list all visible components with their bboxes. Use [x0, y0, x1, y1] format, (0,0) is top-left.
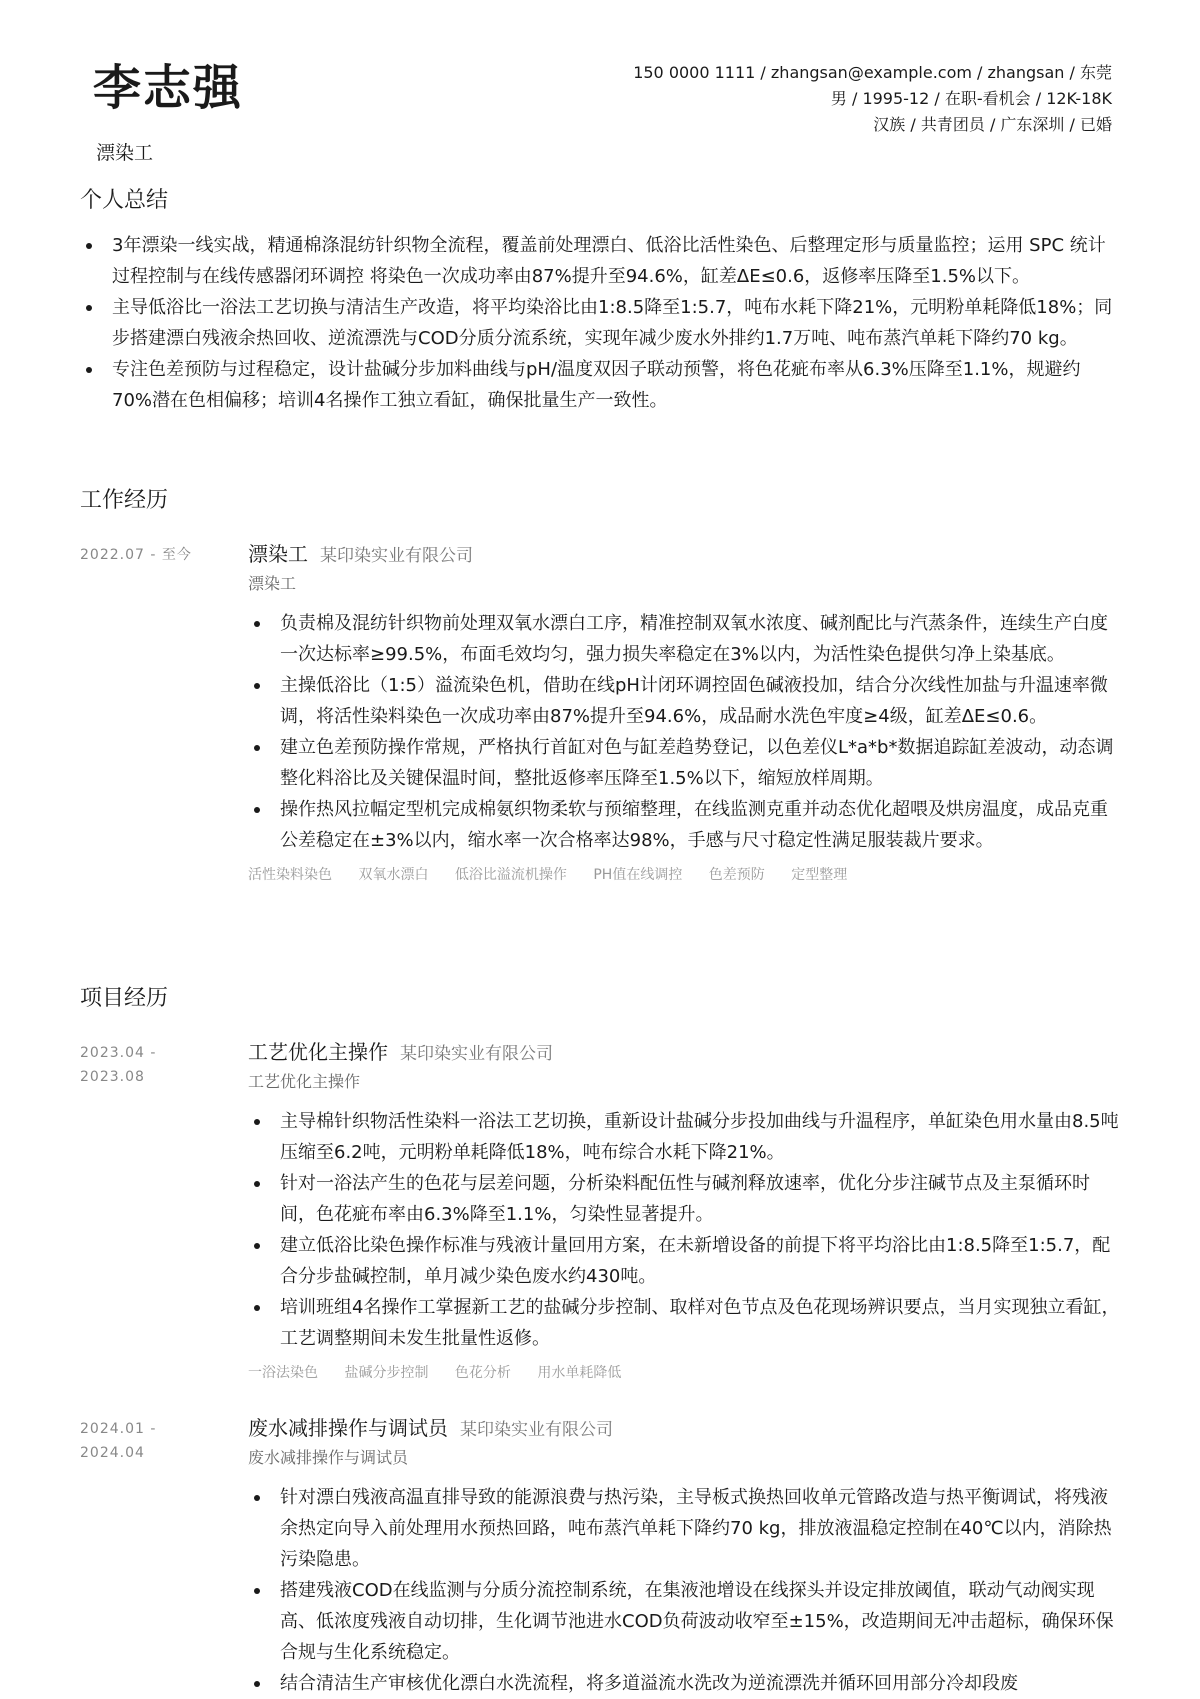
- entry-subrole: 废水减排操作与调试员: [248, 1448, 409, 1467]
- entry-company: 某印染实业有限公司: [460, 1420, 613, 1440]
- entry-item: 主操低浴比（1:5）溢流染色机，借助在线pH计闭环调控固色碱液投加，结合分次线性加盐与升温速率微调，将活性染料染色一次成功率由87%提升至94.6%，成品耐水洗色牢度≥4级，缸差ΔE≤0.6。: [248, 670, 1120, 732]
- skill-tag: 定型整理: [791, 867, 848, 883]
- entry-date: 2023.04 - 2023.08: [80, 1045, 157, 1085]
- summary-section: [80, 187, 1120, 416]
- entry-item: 主导棉针织物活性染料一浴法工艺切换，重新设计盐碱分步投加曲线与升温程序，单缸染色用水量由8.5吨压缩至6.2吨，元明粉单耗降低18%，吨布综合水耗下降21%。: [248, 1106, 1120, 1168]
- entry-item: 针对漂白残液高温直排导致的能源浪费与热污染，主导板式换热回收单元管路改造与热平衡调试，将残液余热定向导入前处理用水预热回路，吨布蒸汽单耗下降约70 kg，排放液温稳定控制在40℃以内，消除热污染隐患。: [248, 1482, 1120, 1575]
- entry-item: 建立色差预防操作常规，严格执行首缸对色与缸差趋势登记，以色差仪L*a*b*数据追踪缸差波动，动态调整化料浴比及关键保温时间，整批返修率压降至1.5%以下，缩短放样周期。: [248, 732, 1120, 794]
- contact-line: 汉族 / 共青团员 / 广东深圳 / 已婚: [873, 115, 1112, 134]
- contact-line: 男 / 1995-12 / 在职-看机会 / 12K-18K: [830, 89, 1112, 108]
- entry-item: 结合清洁生产审核优化漂白水洗流程，将多道溢流水洗改为逆流漂洗并循环回用部分冷却段废: [248, 1668, 1120, 1699]
- summary-item: 主导低浴比一浴法工艺切换与清洁生产改造，将平均染浴比由1:8.5降至1:5.7，吨布水耗下降21%，元明粉单耗降低18%；同步搭建漂白残液余热回收、逆流漂洗与COD分质分流系统，实现年减少废水外排约1.7万吨、吨布蒸汽单耗下降约70 kg。: [80, 292, 1120, 354]
- project-section: [80, 985, 1120, 1014]
- entry-list: [248, 608, 1120, 856]
- entry-item: 培训班组4名操作工掌握新工艺的盐碱分步控制、取样对色节点及色花现场辨识要点，当月实现独立看缸，工艺调整期间未发生批量性返修。: [248, 1292, 1120, 1354]
- work-section: [80, 487, 1120, 516]
- summary-list: [80, 230, 1120, 416]
- entry-list: [248, 1106, 1120, 1354]
- summary-item: 专注色差预防与过程稳定，设计盐碱分步加料曲线与pH/温度双因子联动预警，将色花疵布率从6.3%压降至1.1%，规避约70%潜在色相偏移；培训4名操作工独立看缸，确保批量生产一致性。: [80, 354, 1120, 416]
- skill-tag: 活性染料染色: [248, 867, 332, 883]
- entry-date: 2022.07 - 至今: [80, 547, 192, 563]
- skill-tag: 色花分析: [454, 1365, 511, 1381]
- section-title: 项目经历: [80, 986, 169, 1011]
- skill-tag: 色差预防: [708, 867, 765, 883]
- skill-tag: 双氧水漂白: [358, 867, 429, 883]
- contact-info: [633, 60, 1112, 138]
- candidate-title: 漂染工: [96, 142, 154, 164]
- entry-body: [248, 1414, 1120, 1699]
- skill-tags: [248, 1362, 1120, 1382]
- entry-item: 搭建残液COD在线监测与分质分流控制系统，在集液池增设在线探头并设定排放阈值，联动气动阀实现高、低浓度残液自动切排，生化调节池进水COD负荷波动收窄至±15%，改造期间无冲击超标，确保环保合规与生化系统稳定。: [248, 1575, 1120, 1668]
- skill-tags: [248, 864, 1120, 884]
- entry-body: [248, 540, 1120, 884]
- skill-tag: 低浴比溢流机操作: [454, 867, 567, 883]
- entry-item: 负责棉及混纺针织物前处理双氧水漂白工序，精准控制双氧水浓度、碱剂配比与汽蒸条件，连续生产白度一次达标率≥99.5%，布面毛效均匀，强力损失率稳定在3%以内，为活性染色提供匀净上染基底。: [248, 608, 1120, 670]
- skill-tag: 盐碱分步控制: [344, 1365, 429, 1381]
- entry-company: 某印染实业有限公司: [400, 1044, 553, 1064]
- entry-item: 建立低浴比染色操作标准与残液计量回用方案，在未新增设备的前提下将平均浴比由1:8.5降至1:5.7，配合分步盐碱控制，单月减少染色废水约430吨。: [248, 1230, 1120, 1292]
- contact-line: 150 0000 1111 / zhangsan@example.com / zhangsan / 东莞: [633, 63, 1112, 82]
- summary-item: 3年漂染一线实战，精通棉涤混纺针织物全流程，覆盖前处理漂白、低浴比活性染色、后整理定形与质量监控；运用 SPC 统计过程控制与在线传感器闭环调控 将染色一次成功率由87%提升至94.6%，缸差ΔE≤0.6，返修率压降至1.5%以下。: [80, 230, 1120, 292]
- role-line: [248, 1414, 1120, 1444]
- entry-role: 废水减排操作与调试员: [248, 1416, 448, 1440]
- entry-subrole: 工艺优化主操作: [248, 1072, 361, 1091]
- entry-list: [248, 1482, 1120, 1699]
- section-title: 工作经历: [80, 488, 169, 513]
- candidate-name: 李志强: [93, 60, 244, 116]
- entry-date: 2024.01 - 2024.04: [80, 1421, 157, 1461]
- entry-role: 漂染工: [248, 542, 308, 566]
- entry-body: [248, 1038, 1120, 1382]
- role-line: [248, 540, 1120, 570]
- entry-role: 工艺优化主操作: [248, 1040, 388, 1064]
- role-line: [248, 1038, 1120, 1068]
- skill-tag: PH值在线调控: [593, 867, 683, 883]
- skill-tag: 用水单耗降低: [537, 1365, 622, 1381]
- entry-company: 某印染实业有限公司: [320, 546, 473, 566]
- section-title: 个人总结: [80, 188, 169, 213]
- entry-item: 操作热风拉幅定型机完成棉氨织物柔软与预缩整理，在线监测克重并动态优化超喂及烘房温度，成品克重公差稳定在±3%以内，缩水率一次合格率达98%，手感与尺寸稳定性满足服装裁片要求。: [248, 794, 1120, 856]
- skill-tag: 一浴法染色: [248, 1365, 318, 1381]
- entry-item: 针对一浴法产生的色花与层差问题，分析染料配伍性与碱剂释放速率，优化分步注碱节点及主泵循环时间，色花疵布率由6.3%降至1.1%，匀染性显著提升。: [248, 1168, 1120, 1230]
- entry-subrole: 漂染工: [248, 574, 297, 593]
